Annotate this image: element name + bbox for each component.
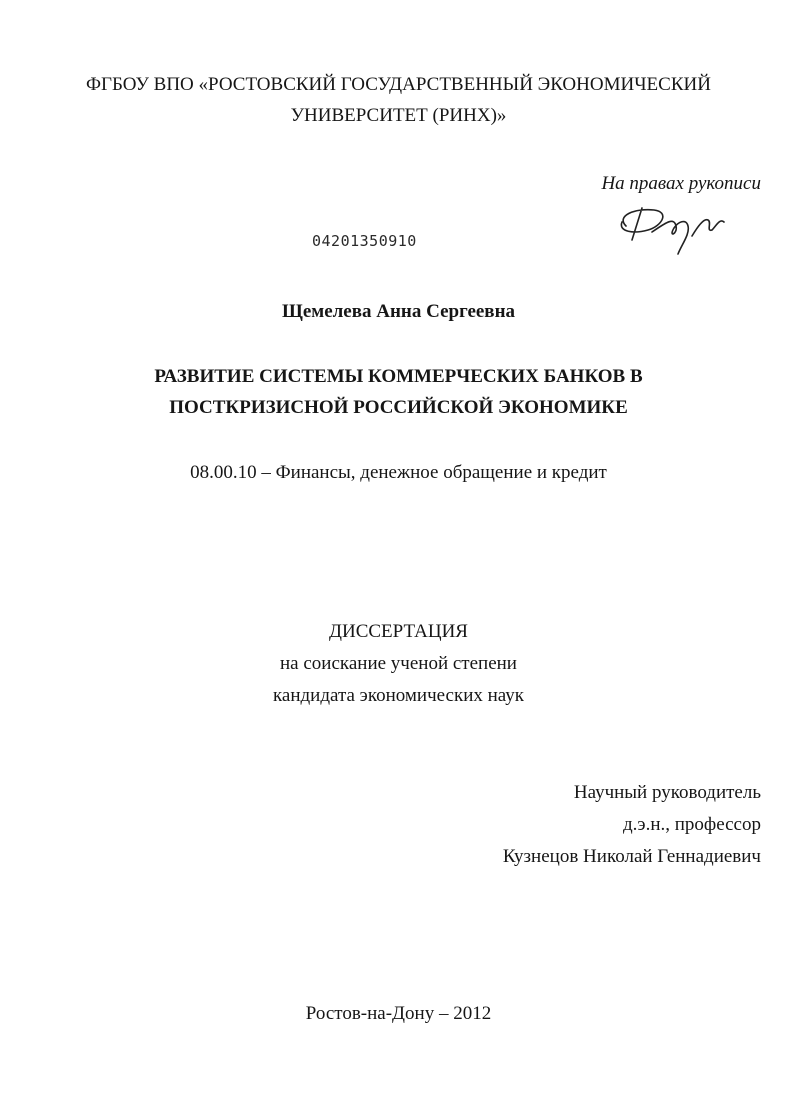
- supervisor-label: Научный руководитель: [573, 782, 761, 803]
- institution-line-1: ФГБОУ ВПО «РОСТОВСКИЙ ГОСУДАРСТВЕННЫЙ ЭКОНОМИЧЕСКИЙ: [86, 74, 711, 95]
- work-type-line-2: кандидата экономических наук: [272, 685, 525, 706]
- supervisor-degree: д.э.н., профессор: [623, 814, 761, 835]
- registration-number: 04201350910: [312, 232, 417, 250]
- institution-line-2: УНИВЕРСИТЕТ (РИНХ)»: [290, 105, 507, 126]
- title-line-1: РАЗВИТИЕ СИСТЕМЫ КОММЕРЧЕСКИХ БАНКОВ В: [154, 366, 643, 387]
- author-name: Щемелева Анна Сергеевна: [281, 301, 516, 322]
- work-type-heading: ДИССЕРТАЦИЯ: [329, 621, 468, 642]
- title-line-2: ПОСТКРИЗИСНОЙ РОССИЙСКОЙ ЭКОНОМИКЕ: [169, 397, 628, 418]
- supervisor-name: Кузнецов Николай Геннадиевич: [502, 846, 761, 867]
- signature-icon: [612, 196, 732, 260]
- work-type-line-1: на соискание ученой степени: [280, 653, 517, 674]
- manuscript-note: На правах рукописи: [601, 173, 761, 194]
- specialty-code: 08.00.10 – Финансы, денежное обращение и кредит: [190, 462, 607, 483]
- place-and-year: Ростов-на-Дону – 2012: [305, 1003, 492, 1024]
